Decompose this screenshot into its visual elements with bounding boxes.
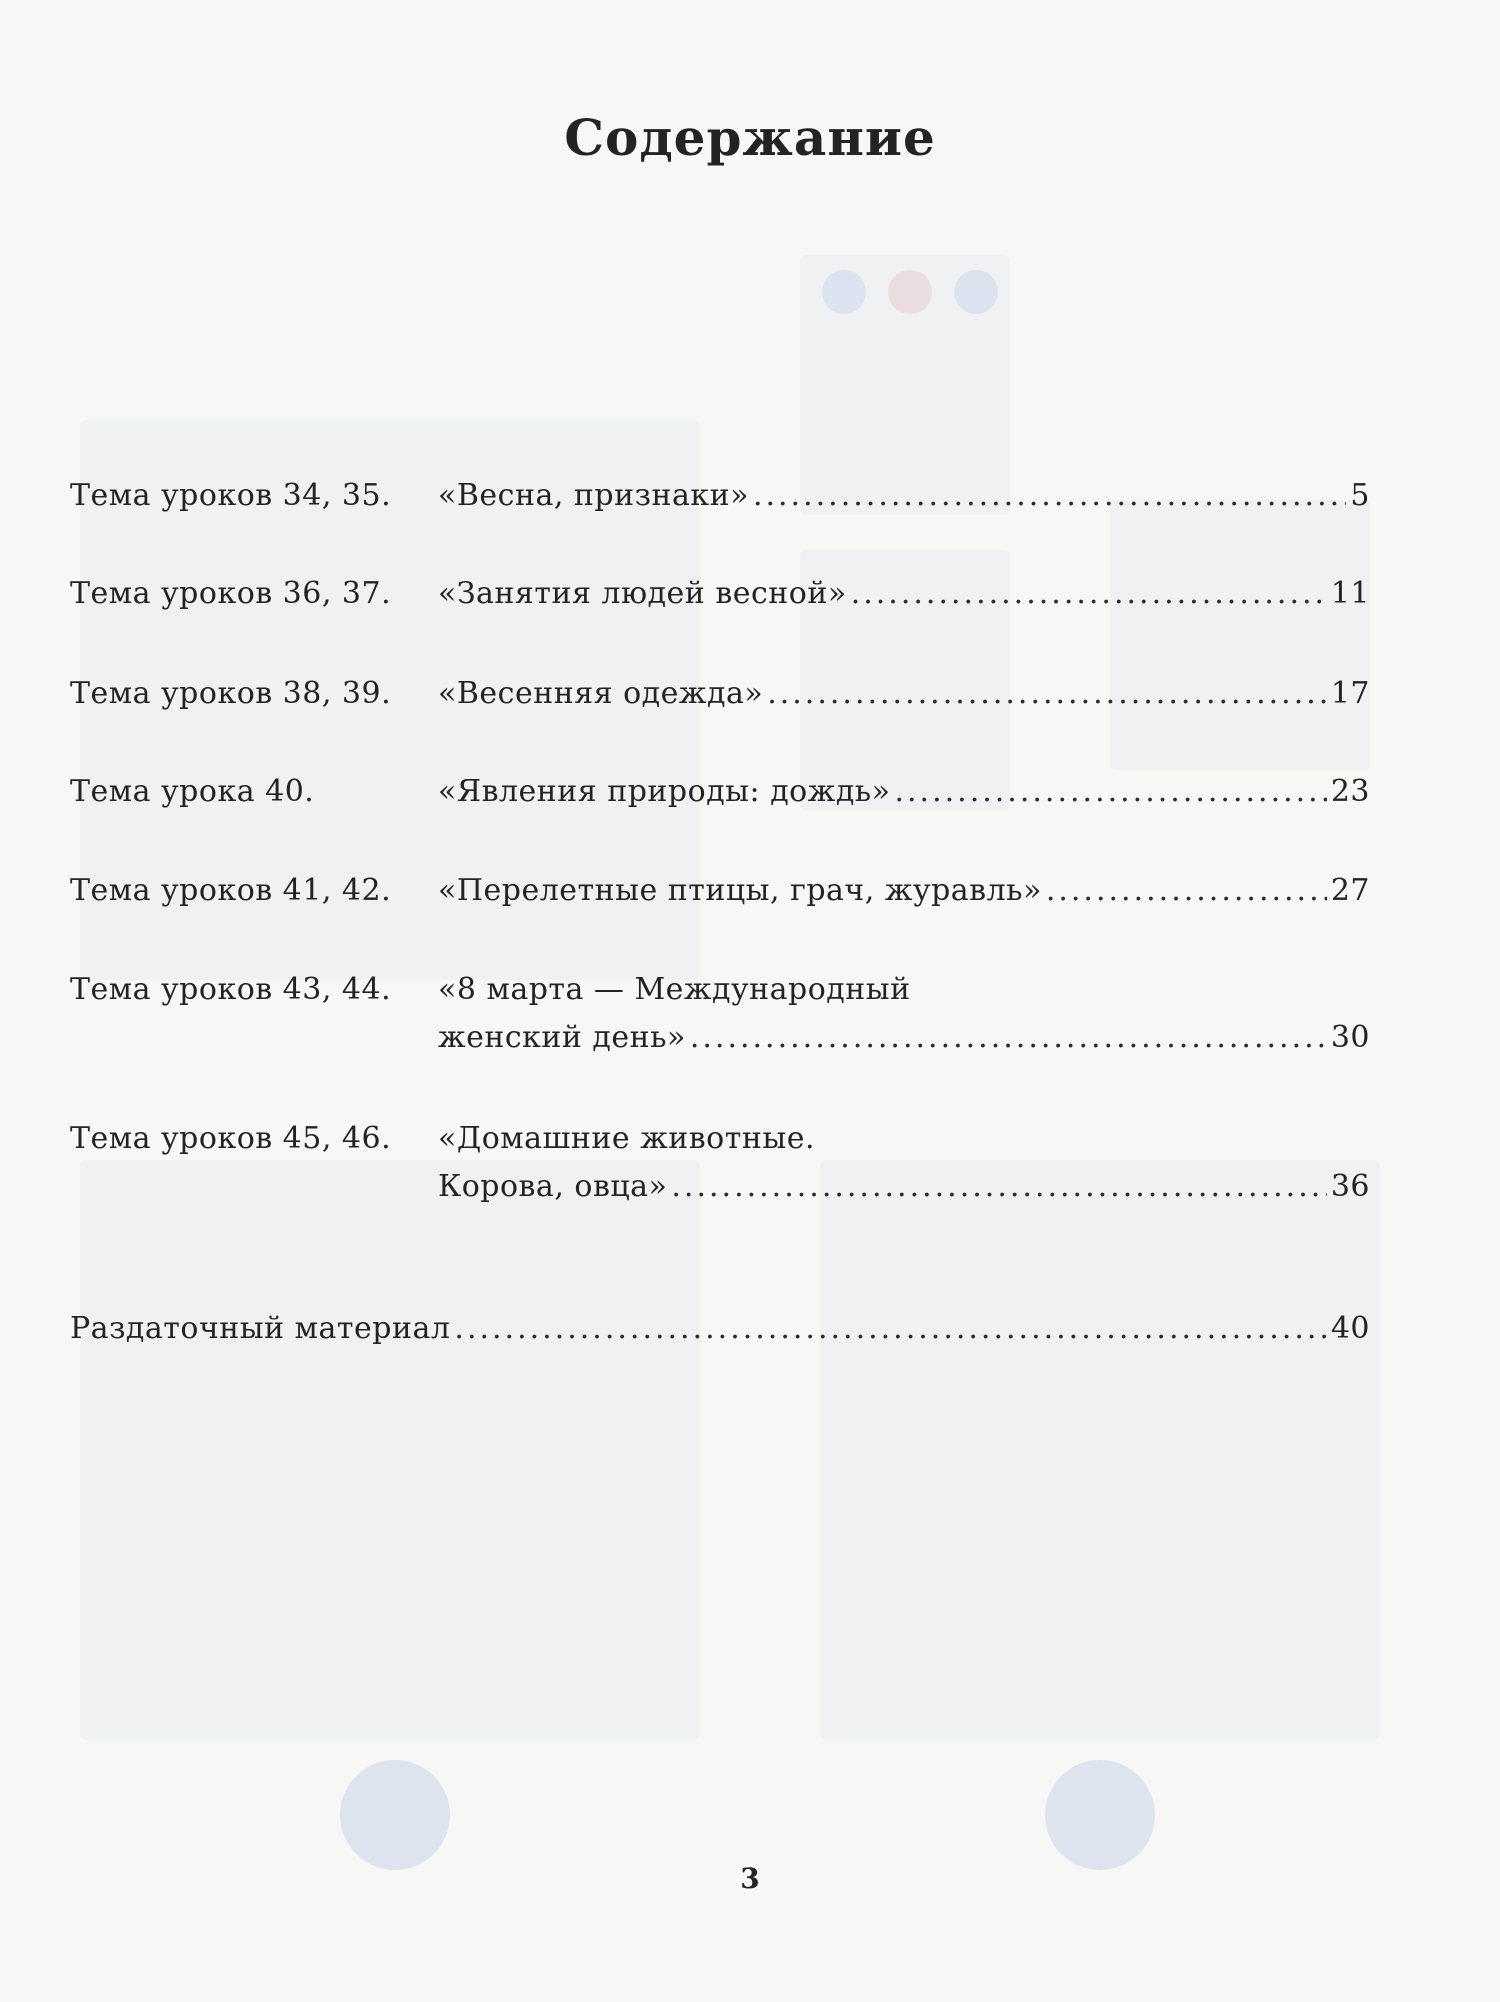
toc-entry-title-cont: Корова, овца»: [438, 1169, 668, 1204]
toc-entry-line: [438, 1014, 1370, 1062]
dot-leader: [753, 472, 1346, 520]
dot-leader: [767, 670, 1327, 718]
toc-entry-title: «Домашние животные.: [438, 1121, 815, 1156]
toc-entry-line: [438, 867, 1370, 915]
toc-page-number: 36: [1330, 1169, 1370, 1204]
toc-entry-label: Тема уроков 41, 42.: [70, 873, 392, 908]
toc-entry-line: [438, 472, 1370, 520]
toc-entry-label: Тема уроков 34, 35.: [70, 478, 392, 513]
toc-page-number: 23: [1330, 774, 1370, 809]
toc-entry-line: [438, 1163, 1370, 1211]
toc-entry-label: Тема уроков 36, 37.: [70, 576, 392, 611]
dot-leader: [894, 768, 1326, 816]
toc-page-number: 11: [1330, 576, 1370, 611]
toc-page-number: 17: [1330, 676, 1370, 711]
toc-entry-line: [70, 1305, 1370, 1353]
toc-entry-line: [438, 1115, 1370, 1163]
toc-entry-line: [438, 670, 1370, 718]
page-number: 3: [740, 1862, 760, 1895]
toc-entry-title: «8 марта — Международный: [438, 972, 911, 1007]
toc-page-number: 30: [1330, 1020, 1370, 1055]
toc-entry-label: Тема уроков 45, 46.: [70, 1121, 392, 1156]
toc-entry-title: «Перелетные птицы, грач, журавль»: [438, 873, 1042, 908]
toc-entry-title: Раздаточный материал: [70, 1311, 451, 1346]
toc-page-number: 5: [1350, 478, 1370, 513]
page-title: Содержание: [564, 108, 936, 167]
toc-entry-title-cont: женский день»: [438, 1020, 686, 1055]
dot-leader: [851, 570, 1327, 618]
dot-leader: [671, 1163, 1326, 1211]
toc-entry-label: Тема урока 40.: [70, 774, 315, 809]
dot-leader: [454, 1305, 1326, 1353]
toc-entry-title: «Весна, признаки»: [438, 478, 749, 513]
toc-entry-title: «Явления природы: дождь»: [438, 774, 891, 809]
toc-entry-title: «Весенняя одежда»: [438, 676, 764, 711]
dot-leader: [690, 1014, 1327, 1062]
toc-entry-title: «Занятия людей весной»: [438, 576, 847, 611]
toc-entry-label: Тема уроков 38, 39.: [70, 676, 392, 711]
toc-page-number: 40: [1330, 1311, 1370, 1346]
toc-page-number: 27: [1330, 873, 1370, 908]
dot-leader: [1046, 867, 1327, 915]
toc-entry-line: [438, 966, 1370, 1014]
toc-entry-line: [438, 768, 1370, 816]
toc-entry-label: Тема уроков 43, 44.: [70, 972, 392, 1007]
toc-entry-line: [438, 570, 1370, 618]
